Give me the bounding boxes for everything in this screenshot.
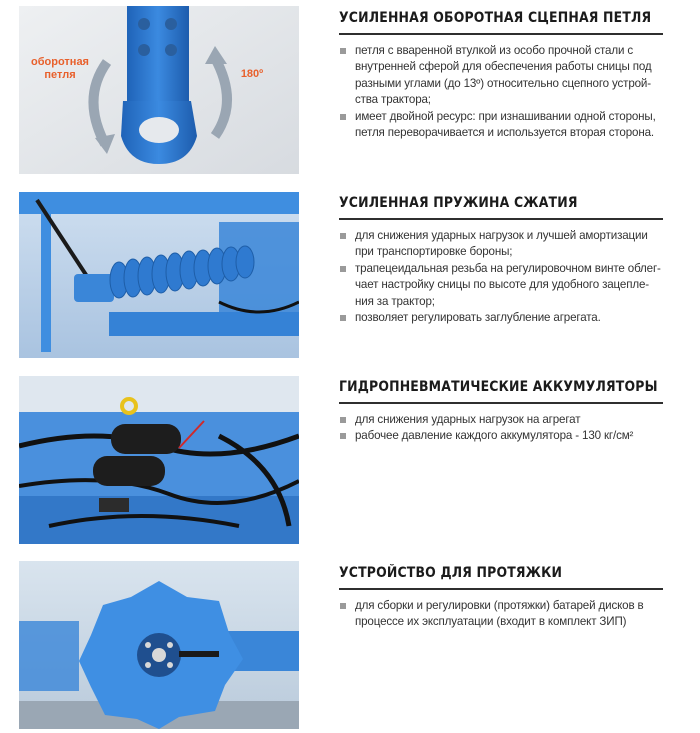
bullet-item: для сборки и регулировки (протяжки) батарей дисков в процессе их эксплуатации (входит в комплект ЗИП) xyxy=(339,598,663,631)
hitch-loop-label-line2: петля xyxy=(44,69,76,81)
bullet-item: имеет двойной ресурс: при изнашивании одной стороны, петля переворачивается и используется вторая сторона. xyxy=(339,109,663,142)
hydraulic-accumulators-photo xyxy=(19,376,299,544)
compression-spring-text xyxy=(339,194,663,326)
bullet-item: для снижения ударных нагрузок на агрегат xyxy=(339,412,663,428)
bullet-item: для снижения ударных нагрузок и лучшей амортизации при транспортировке бороны; xyxy=(339,228,663,261)
bullet-item: петля с вваренной втулкой из особо прочной стали с внутренней сферой для обеспечения работы сницы под разными углами (до 13º) относительно сцепного устрой-ства трактора; xyxy=(339,43,663,109)
bullet-list xyxy=(339,598,663,631)
section-title: УСИЛЕННАЯ ПРУЖИНА СЖАТИЯ xyxy=(339,195,578,211)
title-rule xyxy=(339,402,663,404)
bullet-list xyxy=(339,412,663,445)
hitch-loop-text xyxy=(339,9,663,141)
accumulators-text xyxy=(339,378,663,445)
section-title: ГИДРОПНЕВМАТИЧЕСКИЕ АККУМУЛЯТОРЫ xyxy=(339,379,658,395)
title-rule xyxy=(339,33,663,35)
hitch-loop-label-line1: оборотная xyxy=(31,56,89,68)
bullet-list xyxy=(339,43,663,141)
section-title: УСТРОЙСТВО ДЛЯ ПРОТЯЖКИ xyxy=(339,565,563,581)
bullet-item: позволяет регулировать заглубление агрегата. xyxy=(339,310,663,326)
section-title: УСИЛЕННАЯ ОБОРОТНАЯ СЦЕПНАЯ ПЕТЛЯ xyxy=(339,10,652,26)
angle-label: 180º xyxy=(240,68,264,80)
disc-tightening-device-photo xyxy=(19,561,299,729)
hitch-loop-label xyxy=(25,56,95,82)
title-rule xyxy=(339,218,663,220)
bullet-item: рабочее давление каждого аккумулятора - 130 кг/см² xyxy=(339,428,663,444)
bullet-item: трапецеидальная резьба на регулировочном винте облег-чает настройку сницы по высоте для удобного зацепле-ния за трактор; xyxy=(339,261,663,310)
compression-spring-photo xyxy=(19,192,299,358)
bullet-list xyxy=(339,228,663,326)
tightening-device-text xyxy=(339,564,663,631)
hitch-loop-photo xyxy=(19,6,299,174)
title-rule xyxy=(339,588,663,590)
